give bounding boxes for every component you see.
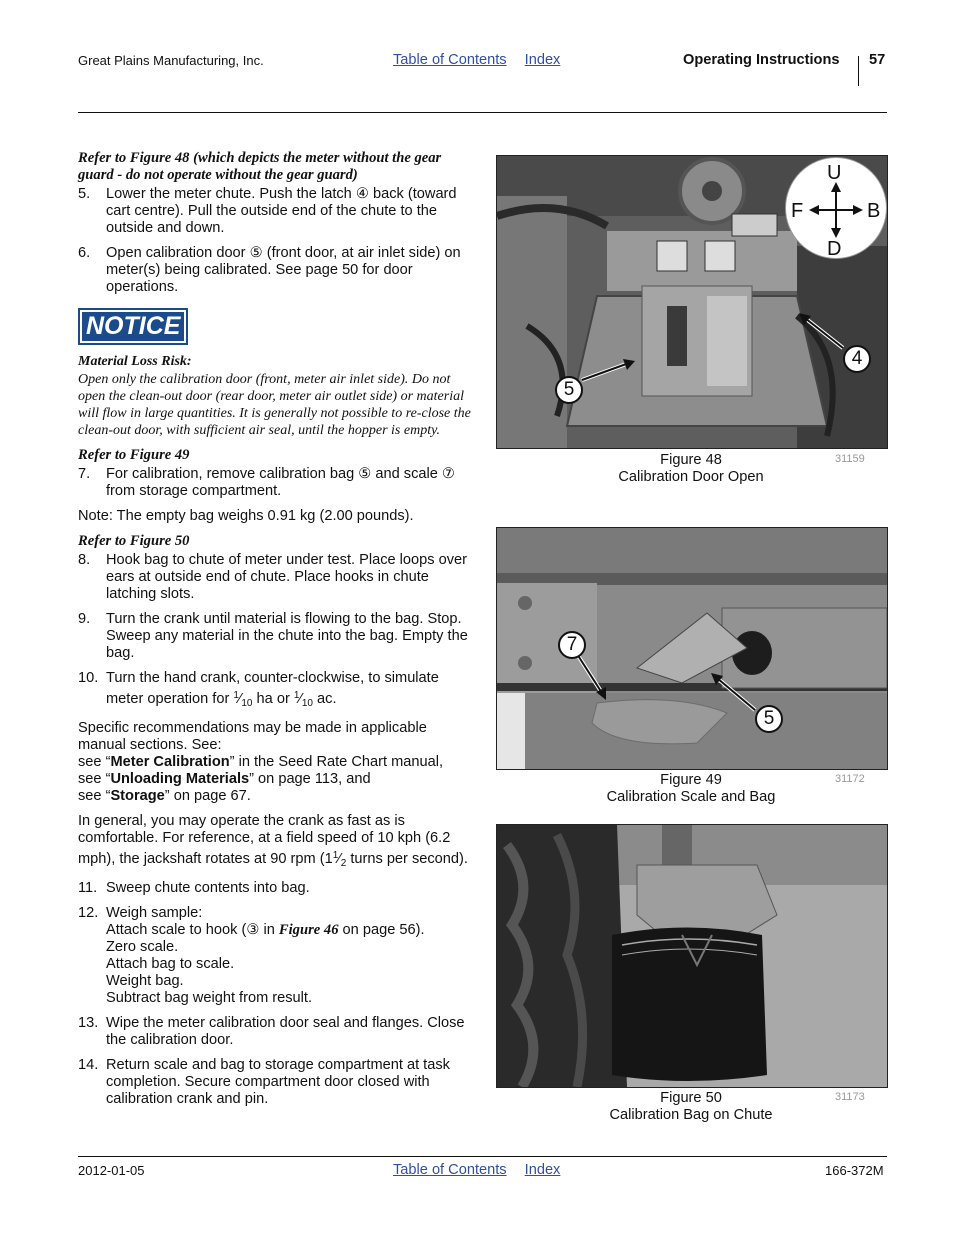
notice-title: Material Loss Risk: bbox=[78, 354, 192, 369]
page-number: 57 bbox=[869, 52, 886, 68]
fraction-numerator: 1 bbox=[293, 690, 300, 701]
figure-50-photo bbox=[496, 824, 888, 1088]
step-number: 13. bbox=[78, 1015, 99, 1031]
step-text: Hook bag to chute of meter under test. Place loops over ears at outside end of chute. Place hooks in chute latching slots. bbox=[106, 552, 467, 602]
step-9 bbox=[78, 611, 474, 662]
specific-recommendations bbox=[78, 720, 474, 805]
step-5 bbox=[78, 186, 474, 237]
step-number: 7. bbox=[78, 466, 91, 482]
callout-5: 5 bbox=[755, 705, 783, 733]
footer-doc-number: 166-372M bbox=[825, 1163, 884, 1178]
step-12-line: Weight bag. bbox=[106, 973, 184, 989]
figure-46-reference: Figure 46 bbox=[278, 922, 339, 938]
figure-49-photo-id: 31172 bbox=[835, 773, 865, 785]
footer-date: 2012-01-05 bbox=[78, 1163, 145, 1178]
step-number: 6. bbox=[78, 245, 91, 261]
fraction-numerator: 1 bbox=[233, 690, 239, 701]
see-prefix: see “ bbox=[78, 771, 111, 787]
step-8 bbox=[78, 552, 474, 603]
step-number: 10. bbox=[78, 670, 99, 686]
step-12-line: Attach bag to scale. bbox=[106, 956, 235, 972]
callout-arrows bbox=[497, 528, 887, 769]
step-7 bbox=[78, 466, 474, 500]
figure-49-number: Figure 49 bbox=[660, 772, 722, 788]
step-number: 12. bbox=[78, 905, 99, 921]
see-unloading-materials-title: Unloading Materials bbox=[110, 771, 250, 787]
header-links bbox=[393, 52, 574, 68]
notice-text: Open only the calibration door (front, meter air inlet side). Do not open the clean-out door (rear door, meter air outlet side) or material will flow in large quantities. It is generally not possible to re-close the clean-out door, with sufficient air seal, until the hopper is empty. bbox=[78, 372, 471, 438]
step-number: 11. bbox=[78, 880, 98, 896]
figure-48-photo-id: 31159 bbox=[835, 453, 865, 465]
step-text: Open calibration door ⑤ (front door, at air inlet side) on meter(s) being calibrated. See page 50 for door operations. bbox=[106, 245, 461, 295]
step-text: Return scale and bag to storage compartment at task completion. Secure compartment door closed with calibration crank and pin. bbox=[106, 1057, 450, 1107]
header-index-link[interactable]: Index bbox=[524, 52, 561, 68]
figure-48-title: Calibration Door Open bbox=[618, 469, 764, 485]
fraction-denominator: 2 bbox=[340, 858, 347, 869]
figure-48-number: Figure 48 bbox=[660, 452, 722, 468]
step-11 bbox=[78, 880, 474, 897]
callout-4: 4 bbox=[843, 345, 871, 373]
bag-on-chute-photo-illustration bbox=[497, 825, 887, 1087]
step-12-text-b: on page 56). bbox=[338, 922, 425, 938]
figure-49-reference: Refer to Figure 49 bbox=[78, 447, 190, 463]
see-meter-calibration-title: Meter Calibration bbox=[110, 754, 230, 770]
notice-badge bbox=[78, 308, 188, 345]
figure-48-caption bbox=[591, 452, 791, 486]
see-suffix: ” on page 67. bbox=[164, 788, 251, 804]
bag-weight-note: Note: The empty bag weighs 0.91 kg (2.00 pounds). bbox=[78, 508, 414, 524]
step-number: 9. bbox=[78, 611, 91, 627]
header-rule bbox=[78, 112, 887, 113]
general-text-a: In general, you may operate the crank as fast as is comfortable. For reference, at a field speed of 10 kph (6.2 mph), the jackshaft rotates at 90 rpm (1 bbox=[78, 813, 451, 867]
step-number: 8. bbox=[78, 552, 91, 568]
step-13 bbox=[78, 1015, 474, 1049]
figure-50-photo-id: 31173 bbox=[835, 1091, 865, 1103]
callout-7: 7 bbox=[558, 631, 586, 659]
compass-down-label: D bbox=[827, 238, 842, 260]
step-text bbox=[106, 905, 474, 1007]
step-text: Turn the hand crank, counter-clockwise, to simulate meter operation for $^1⁄_{10}$ ha or $^1⁄_{10}$ ac. bbox=[106, 670, 439, 709]
see-prefix: see “ bbox=[78, 788, 111, 804]
step-12 bbox=[78, 905, 474, 1007]
general-crank-speed: In general, you may operate the crank as fast as is comfortable. For reference, at a field speed of 10 kph (6.2 mph), the jackshaft rotates at 90 rpm ($1^1⁄_2$ turns per second). bbox=[78, 813, 468, 869]
footer-links bbox=[393, 1162, 574, 1178]
compass-right-label: B bbox=[867, 200, 881, 222]
step-text: Lower the meter chute. Push the latch ④ back (toward cart centre). Pull the outside end of the chute to the outside and down. bbox=[106, 186, 457, 236]
compass-up-label: U bbox=[827, 162, 842, 184]
callout-arrows bbox=[497, 156, 887, 448]
notice-label: NOTICE bbox=[80, 310, 186, 343]
step-12-line: Subtract bag weight from result. bbox=[106, 990, 313, 1006]
figure-50-title: Calibration Bag on Chute bbox=[609, 1107, 773, 1123]
header-toc-link[interactable]: Table of Contents bbox=[393, 52, 507, 68]
see-unloading-materials bbox=[78, 771, 474, 788]
step-number: 5. bbox=[78, 186, 91, 202]
callout-5: 5 bbox=[555, 376, 583, 404]
fraction-denominator: 10 bbox=[301, 698, 313, 709]
figure-48-photo bbox=[496, 155, 888, 449]
step-text: Turn the crank until material is flowing to the bag. Stop. Sweep any material in the chute into the bag. Empty the bag. bbox=[106, 611, 468, 661]
step-number: 14. bbox=[78, 1057, 99, 1073]
instructions-column bbox=[78, 150, 474, 1116]
figure-50-number: Figure 50 bbox=[660, 1090, 722, 1106]
fraction-numerator: 1 bbox=[332, 850, 339, 861]
step-text: For calibration, remove calibration bag ⑤ and scale ⑦ from storage compartment. bbox=[106, 466, 456, 499]
figure-48-reference: Refer to Figure 48 (which depicts the meter without the gear guard - do not operate without the gear guard) bbox=[78, 150, 442, 183]
footer-toc-link[interactable]: Table of Contents bbox=[393, 1162, 507, 1178]
header-divider bbox=[858, 56, 859, 86]
see-storage bbox=[78, 788, 474, 805]
step-12-text-a: Attach scale to hook (③ in bbox=[106, 922, 279, 938]
see-suffix: ” in the Seed Rate Chart manual, bbox=[229, 754, 444, 770]
general-text-b: turns per second). bbox=[346, 851, 468, 867]
step-12-line bbox=[106, 922, 474, 939]
step-10-text-b: ha or bbox=[252, 691, 294, 707]
step-text: Sweep chute contents into bag. bbox=[106, 880, 310, 896]
step-10-text-a: Turn the hand crank, counter-clockwise, to simulate meter operation for bbox=[106, 670, 439, 707]
compass-left-label: F bbox=[791, 200, 804, 222]
footer-index-link[interactable]: Index bbox=[524, 1162, 561, 1178]
footer-rule bbox=[78, 1156, 887, 1157]
figure-49-caption bbox=[591, 772, 791, 806]
see-meter-calibration bbox=[78, 754, 474, 771]
see-prefix: see “ bbox=[78, 754, 111, 770]
step-text: Wipe the meter calibration door seal and flanges. Close the calibration door. bbox=[106, 1015, 465, 1048]
figure-50-caption bbox=[591, 1090, 791, 1124]
step-14 bbox=[78, 1057, 474, 1108]
header-company: Great Plains Manufacturing, Inc. bbox=[78, 53, 264, 68]
see-suffix: ” on page 113, and bbox=[249, 771, 371, 787]
step-10 bbox=[78, 670, 474, 712]
figure-49-photo bbox=[496, 527, 888, 770]
specific-intro: Specific recommendations may be made in applicable manual sections. See: bbox=[78, 720, 427, 753]
figure-50-reference: Refer to Figure 50 bbox=[78, 533, 190, 549]
step-12-line: Weigh sample: bbox=[106, 905, 203, 921]
step-6 bbox=[78, 245, 474, 296]
figure-49-title: Calibration Scale and Bag bbox=[606, 789, 776, 805]
header-section-title: Operating Instructions bbox=[683, 52, 840, 68]
see-storage-title: Storage bbox=[110, 788, 165, 804]
fraction-denominator: 10 bbox=[241, 698, 253, 709]
step-10-text-c: ac. bbox=[312, 691, 337, 707]
step-12-line: Zero scale. bbox=[106, 939, 179, 955]
